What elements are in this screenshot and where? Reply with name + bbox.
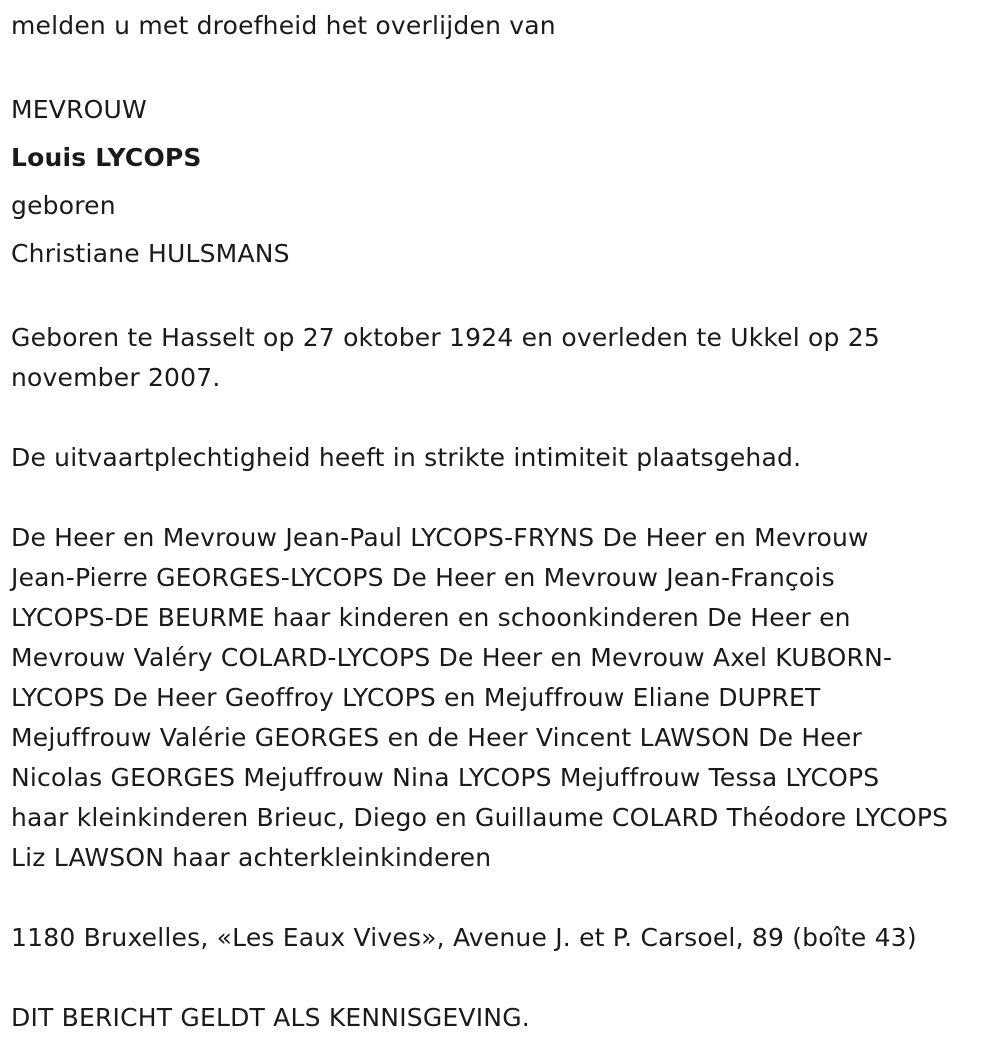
family-line: Nicolas GEORGES Mejuffrouw Nina LYCOPS Mejuffrouw Tessa LYCOPS (11, 763, 880, 792)
closing-paragraph (11, 998, 991, 1038)
obituary-notice (11, 0, 991, 1038)
deceased-block (11, 86, 991, 278)
family-line: Jean-Pierre GEORGES-LYCOPS De Heer en Mevrouw Jean-François (11, 563, 835, 592)
birth-death-paragraph (11, 318, 991, 398)
deceased-name: Louis LYCOPS (11, 143, 202, 172)
born-label: geboren (11, 191, 116, 220)
family-paragraph (11, 518, 991, 878)
closing-text: DIT BERICHT GELDT ALS KENNISGEVING. (11, 1003, 530, 1032)
family-line: haar kleinkinderen Brieuc, Diego en Guillaume COLARD Théodore LYCOPS (11, 803, 949, 832)
intro-text: melden u met droefheid het overlijden van (11, 11, 556, 40)
family-line: Liz LAWSON haar achterkleinkinderen (11, 843, 492, 872)
address-paragraph (11, 918, 991, 958)
birth-death-line: Geboren te Hasselt op 27 oktober 1924 en overleden te Ukkel op 25 (11, 323, 880, 352)
ceremony-text: De uitvaartplechtigheid heeft in strikte intimiteit plaatsgehad. (11, 443, 802, 472)
address-text: 1180 Bruxelles, «Les Eaux Vives», Avenue J. et P. Carsoel, 89 (boîte 43) (11, 923, 917, 952)
birth-death-line: november 2007. (11, 363, 221, 392)
family-line: Mejuffrouw Valérie GEORGES en de Heer Vincent LAWSON De Heer (11, 723, 862, 752)
maiden-name: Christiane HULSMANS (11, 239, 290, 268)
family-line: Mevrouw Valéry COLARD-LYCOPS De Heer en Mevrouw Axel KUBORN- (11, 643, 893, 672)
title-text: MEVROUW (11, 95, 147, 124)
family-line: LYCOPS-DE BEURME haar kinderen en schoonkinderen De Heer en (11, 603, 851, 632)
family-line: De Heer en Mevrouw Jean-Paul LYCOPS-FRYNS De Heer en Mevrouw (11, 523, 869, 552)
ceremony-paragraph (11, 438, 991, 478)
family-line: LYCOPS De Heer Geoffroy LYCOPS en Mejuffrouw Eliane DUPRET (11, 683, 821, 712)
